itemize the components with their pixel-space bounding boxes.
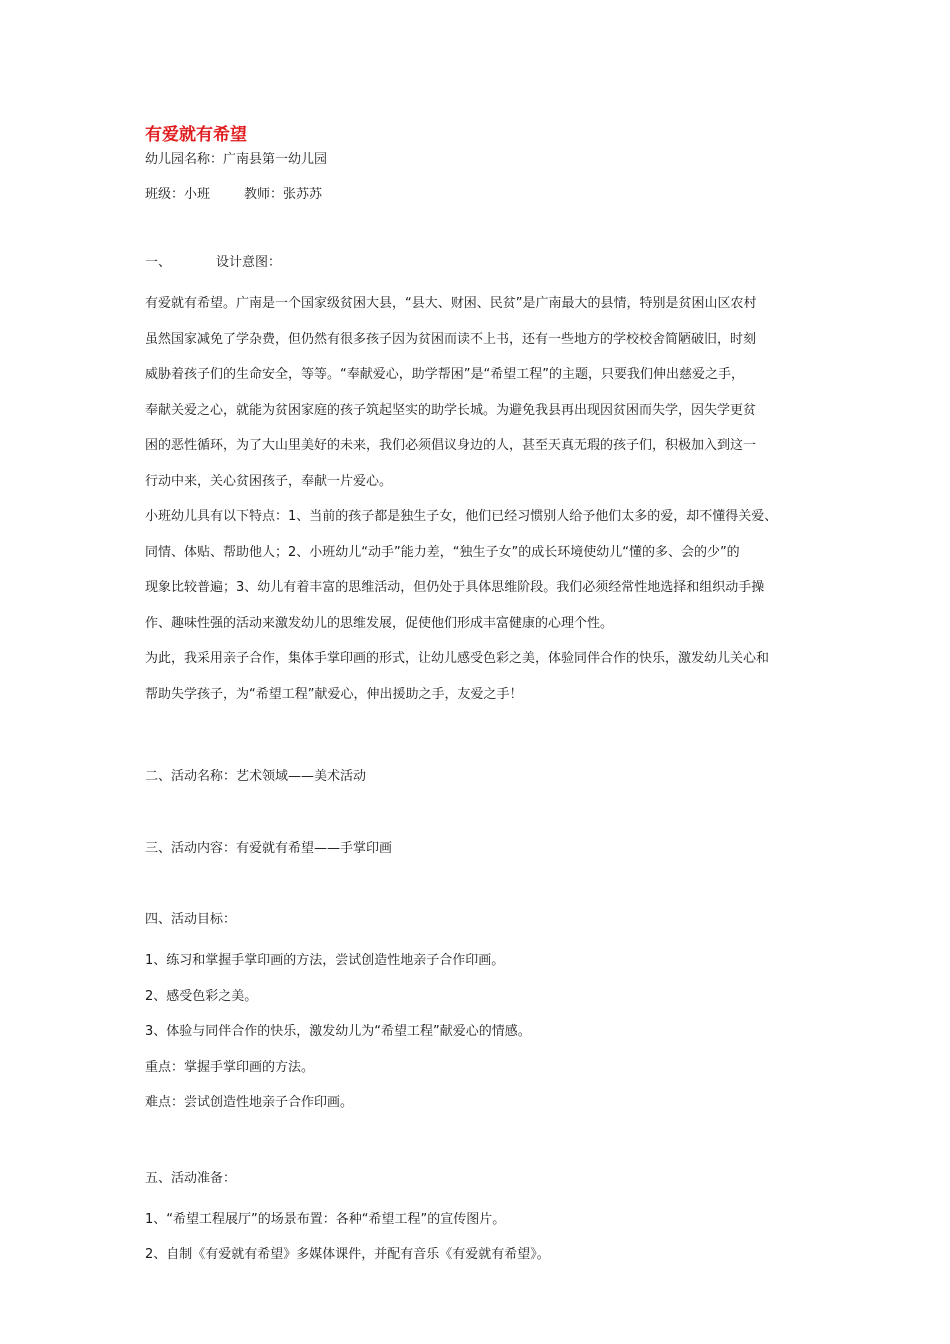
paragraph-line: 困的恶性循环，为了大山里美好的未来，我们必须倡议身边的人，甚至天真无瑕的孩子们，积极加入到这一 (145, 438, 757, 453)
paragraph-line: 奉献关爱之心，就能为贫困家庭的孩子筑起坚实的助学长城。为避免我县再出现因贫困而失学，因失学更贫 (145, 402, 757, 418)
activity-goals-list (145, 943, 817, 1121)
paragraph-line: 威胁着孩子们的生命安全，等等。“奉献爱心，助学帮困”是“希望工程”的主题，只要我们伸出慈爱之手， (145, 367, 744, 382)
section-1-title: 设计意图： (216, 255, 282, 270)
kindergarten-name: 幼儿园名称：广南县第一幼儿园 (145, 152, 328, 167)
goal-item: 3、体验与同伴合作的快乐，激发幼儿为“希望工程”献爱心的情感。 (145, 1024, 531, 1039)
paragraph-line: 现象比较普遍；3、幼儿有着丰富的思维活动，但仍处于具体思维阶段。我们必须经常性地选择和组织动手操 (145, 580, 765, 595)
paragraph-line: 同情、体贴、帮助他人；2、小班幼儿“动手”能力差，“独生子女”的成长环境使幼儿“懂的多、会的少”的 (145, 544, 740, 560)
key-point: 重点：掌握手掌印画的方法。 (145, 1059, 315, 1075)
activity-preparation-list (145, 1202, 817, 1273)
goal-item: 1、练习和掌握手掌印画的方法，尝试创造性地亲子合作印画。 (145, 953, 505, 968)
preparation-item: 2、自制《有爱就有希望》多媒体课件，并配有音乐《有爱就有希望》。 (145, 1247, 550, 1262)
paragraph-line: 作、趣味性强的活动来激发幼儿的思维发展，促使他们形成丰富健康的心理个性。 (145, 615, 614, 631)
design-intent-paragraph-1 (145, 286, 817, 499)
paragraph-line: 小班幼儿具有以下特点：1、当前的孩子都是独生子女，他们已经习惯别人给予他们太多的爱，却不懂得关爱、 (145, 509, 778, 524)
class-label: 班级：小班 (145, 187, 211, 202)
section-1-number: 一、 (145, 255, 172, 270)
section-3-heading: 三、活动内容：有爱就有希望——手掌印画 (145, 841, 393, 856)
section-1-heading (145, 253, 817, 273)
paragraph-line: 有爱就有希望。广南是一个国家级贫困大县，“县大、财困、民贫”是广南最大的县情，特别是贫困山区农村 (145, 296, 757, 311)
paragraph-line: 虽然国家减免了学杂费，但仍然有很多孩子因为贫困而读不上书，还有一些地方的学校校舍简陋破旧，时刻 (145, 331, 757, 347)
paragraph-line: 帮助失学孩子，为“希望工程”献爱心，伸出援助之手，友爱之手！ (145, 686, 523, 702)
section-4-heading: 四、活动目标： (145, 912, 237, 927)
document-page (145, 122, 817, 1273)
paragraph-line: 为此，我采用亲子合作，集体手掌印画的形式，让幼儿感受色彩之美，体验同伴合作的快乐，激发幼儿关心和 (145, 651, 770, 666)
goal-item: 2、感受色彩之美。 (145, 988, 258, 1004)
class-teacher-line (145, 185, 817, 205)
difficult-point: 难点：尝试创造性地亲子合作印画。 (145, 1095, 354, 1110)
design-intent-paragraph-2 (145, 499, 817, 641)
paragraph-line: 行动中来，关心贫困孩子，奉献一片爱心。 (145, 473, 393, 489)
teacher-label: 教师：张苏苏 (244, 187, 323, 202)
section-5-heading: 五、活动准备： (145, 1170, 237, 1186)
document-title: 有爱就有希望 (145, 125, 247, 145)
preparation-item: 1、“希望工程展厅”的场景布置：各种“希望工程”的宣传图片。 (145, 1211, 506, 1227)
design-intent-paragraph-3 (145, 641, 817, 712)
section-2-heading: 二、活动名称：艺术领域——美术活动 (145, 769, 367, 784)
